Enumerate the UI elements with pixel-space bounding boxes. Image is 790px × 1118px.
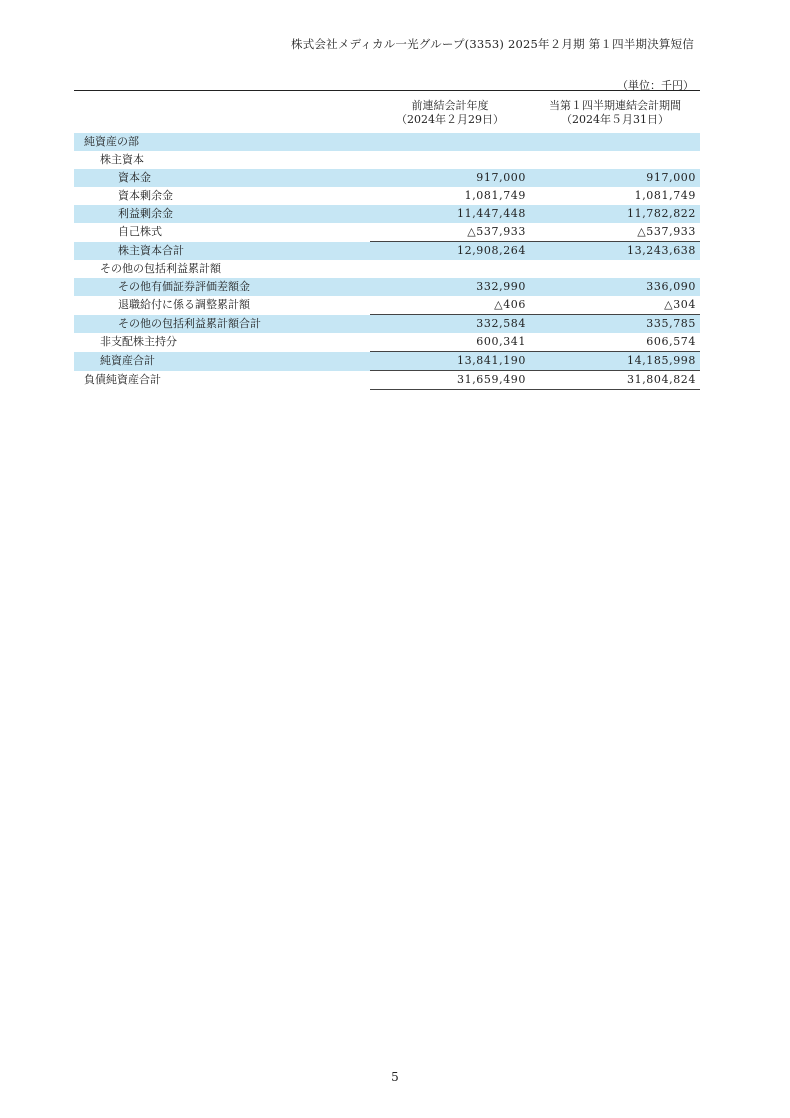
row-label: 資本剰余金 — [118, 189, 173, 202]
header-prev-line2: （2024年２月29日） — [396, 113, 504, 126]
table-row — [74, 333, 700, 352]
unit-label: （単位：千円） — [617, 79, 694, 92]
balance-sheet-table — [74, 90, 700, 390]
row-curr-value — [530, 133, 700, 151]
row-prev-value: 13,841,190 — [370, 352, 530, 371]
header-curr-line1: 当第１四半期連結会計期間 — [549, 99, 681, 112]
document-header: 株式会社メディカル一光グループ(3353) 2025年２月期 第１四半期決算短信 — [291, 37, 694, 51]
header-label-column — [74, 91, 370, 134]
row-label: 負債純資産合計 — [84, 373, 161, 386]
row-prev-value: 332,584 — [370, 315, 530, 334]
row-curr-value: 336,090 — [530, 278, 700, 296]
row-curr-value: 11,782,822 — [530, 205, 700, 223]
row-prev-value — [370, 260, 530, 278]
row-label: 退職給付に係る調整累計額 — [118, 298, 250, 312]
table-row — [74, 223, 700, 242]
row-prev-value: △537,933 — [467, 225, 526, 238]
row-curr-value: △304 — [664, 298, 696, 311]
table-row — [74, 352, 700, 371]
table-row — [74, 371, 700, 390]
row-label: 利益剰余金 — [74, 205, 370, 223]
row-curr-value — [530, 260, 700, 278]
row-prev-value — [370, 133, 530, 151]
row-curr-value: 1,081,749 — [634, 189, 696, 202]
row-prev-value: 600,341 — [476, 335, 526, 348]
row-curr-value: 917,000 — [530, 169, 700, 187]
table-row — [74, 133, 700, 151]
row-curr-value: 335,785 — [530, 315, 700, 334]
row-prev-value: 11,447,448 — [370, 205, 530, 223]
row-prev-value: 31,659,490 — [370, 371, 530, 390]
row-prev-value: 1,081,749 — [464, 189, 526, 202]
table-row — [74, 205, 700, 223]
row-label: 株主資本 — [100, 153, 144, 166]
row-label: 資本金 — [74, 169, 370, 187]
table-row — [74, 260, 700, 278]
table-row — [74, 187, 700, 205]
header-prev-period — [370, 91, 530, 134]
row-label: その他の包括利益累計額合計 — [74, 315, 370, 334]
row-curr-value: 14,185,998 — [530, 352, 700, 371]
table-row — [74, 151, 700, 169]
table-row — [74, 242, 700, 261]
table-row — [74, 315, 700, 334]
row-curr-value: 606,574 — [646, 335, 696, 348]
row-curr-value: △537,933 — [637, 225, 696, 238]
table-row — [74, 169, 700, 187]
row-label: その他の包括利益累計額 — [100, 262, 221, 275]
row-label: 株主資本合計 — [74, 242, 370, 261]
row-curr-value — [530, 151, 700, 169]
row-label: 非支配株主持分 — [100, 335, 177, 349]
row-prev-value — [370, 151, 530, 169]
row-curr-value: 31,804,824 — [530, 371, 700, 390]
row-prev-value: △406 — [494, 298, 526, 311]
row-label: 純資産の部 — [74, 133, 370, 151]
table-header-row — [74, 91, 700, 134]
table-row — [74, 278, 700, 296]
row-prev-value: 917,000 — [370, 169, 530, 187]
row-label: 純資産合計 — [74, 352, 370, 371]
row-prev-value: 12,908,264 — [370, 242, 530, 261]
row-curr-value: 13,243,638 — [530, 242, 700, 261]
table-row — [74, 296, 700, 315]
header-prev-line1: 前連結会計年度 — [411, 99, 489, 112]
row-prev-value: 332,990 — [370, 278, 530, 296]
row-label: 自己株式 — [118, 225, 162, 239]
page-number: 5 — [391, 1070, 399, 1084]
header-curr-line2: （2024年５月31日） — [561, 113, 669, 126]
header-curr-period — [530, 91, 700, 134]
row-label: その他有価証券評価差額金 — [74, 278, 370, 296]
